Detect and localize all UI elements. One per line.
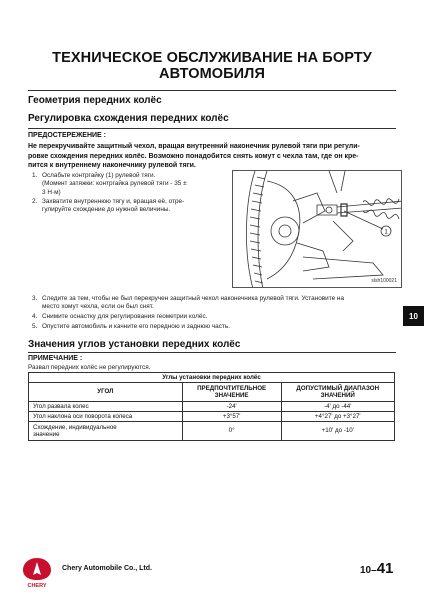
angle-cell-line: значение: [33, 431, 60, 438]
preferred-cell: +3°57': [182, 412, 281, 422]
preferred-cell: -24': [182, 402, 281, 412]
col-preferred-line: ПРЕДПОЧТИТЕЛЬНОЕ: [197, 384, 267, 392]
col-range-line: ЗНАЧЕНИЙ: [320, 392, 355, 399]
step-line: Опустите автомобиль и качните его передною и заднюю часть.: [42, 323, 230, 330]
range-cell: -4' до -44': [281, 402, 394, 412]
note-text: Развал передних колёс не регулируются.: [28, 364, 151, 371]
section-heading: Геометрия передних колёс: [28, 95, 162, 106]
step-number: 2.: [32, 198, 38, 205]
title-divider: [28, 90, 396, 91]
preferred-cell: 0°: [182, 422, 281, 441]
step-number: 3.: [32, 295, 38, 302]
page-number: [360, 560, 393, 578]
angle-cell: Угол наклона оси поворота колеса: [29, 412, 183, 422]
section-tab: 10: [403, 306, 424, 326]
step-line: Следите за тем, чтобы не был перекручен защитный чехол наконечника рулевой тяги. Установите на: [42, 295, 345, 302]
table-caption: Углы установки передних колёс: [29, 373, 395, 383]
steering-tie-rod-illustration: [232, 170, 402, 288]
step-number: 4.: [32, 313, 38, 320]
caution-line: ровке схождения передних колёс. Возможно понадобится снять комут с чехла там, где он кре-: [28, 152, 359, 160]
step-line: (Момент затяжки: контргайка рулевой тяги - 35 ±: [42, 180, 187, 188]
col-preferred-line: ЗНАЧЕНИЕ: [214, 392, 249, 399]
step-line: гулируйте схождение до нужной величины.: [42, 206, 171, 214]
table-row: [29, 412, 395, 422]
page-title-line1: ТЕХНИЧЕСКОЕ ОБСЛУЖИВАНИЕ НА БОРТУ: [52, 50, 372, 66]
range-cell: +4°27' до +3°27': [281, 412, 394, 422]
col-range-line: ДОПУСТИМЫЙ ДИАПАЗОН: [296, 384, 380, 392]
company-name: Chery Automobile Co., Ltd.: [62, 565, 152, 572]
page-title: [30, 50, 394, 82]
caution-line: пится к внутреннему наконечнику рулевой тяги.: [28, 162, 196, 169]
angles-heading: Значения углов установки передних колёс: [28, 339, 241, 350]
col-angle-header: УГОЛ: [29, 383, 183, 402]
angle-cell-line: Схождение, индивидуальное: [33, 423, 117, 431]
step-line: Захватите внутреннюю тягу и, вращая её, отре-: [42, 198, 185, 205]
step-number: 5.: [32, 323, 38, 330]
page-section: 10–: [360, 565, 377, 576]
figure-callout: 1: [384, 229, 388, 236]
section-subheading: Регулировка схождения передних колёс: [28, 113, 229, 124]
col-preferred-header: [182, 383, 281, 402]
subheading-divider: [28, 128, 396, 129]
chery-logo-icon: [22, 556, 52, 588]
logo-text: CHERY: [27, 583, 47, 588]
caution-label: ПРЕДОСТЕРЕЖЕНИЕ :: [28, 132, 106, 139]
figure-code: slsh100021: [371, 278, 397, 284]
table-row: [29, 402, 395, 412]
table-row: [29, 422, 395, 441]
page-index: 41: [376, 560, 394, 577]
angle-cell: Угол развала колес: [29, 402, 183, 412]
tie-rod-drawing: [233, 171, 402, 288]
step-line: место хомут чехла, если он был снят.: [42, 303, 154, 311]
angle-cell: [29, 422, 183, 441]
caution-text: [28, 142, 398, 171]
note-label: ПРИМЕЧАНИЕ :: [28, 355, 83, 362]
step-number: 1.: [32, 172, 38, 179]
range-cell: +10' до -10': [281, 422, 394, 441]
page-title-line2: АВТОМОБИЛЯ: [159, 66, 265, 82]
col-range-header: [281, 383, 394, 402]
caution-line: Не перекручивайте защитный чехол, вращая внутренний наконечник рулевой тяги при регули-: [28, 143, 360, 150]
angles-divider: [28, 352, 396, 353]
chery-logo: [22, 556, 52, 588]
alignment-specs-table: [28, 372, 395, 441]
step-line: 3 Н·м): [42, 188, 61, 196]
step-line: Снимите оснастку для регулирования геометрии колёс.: [42, 313, 208, 320]
step-line: Ослабьте контргайку (1) рулевой тяги.: [42, 172, 156, 179]
